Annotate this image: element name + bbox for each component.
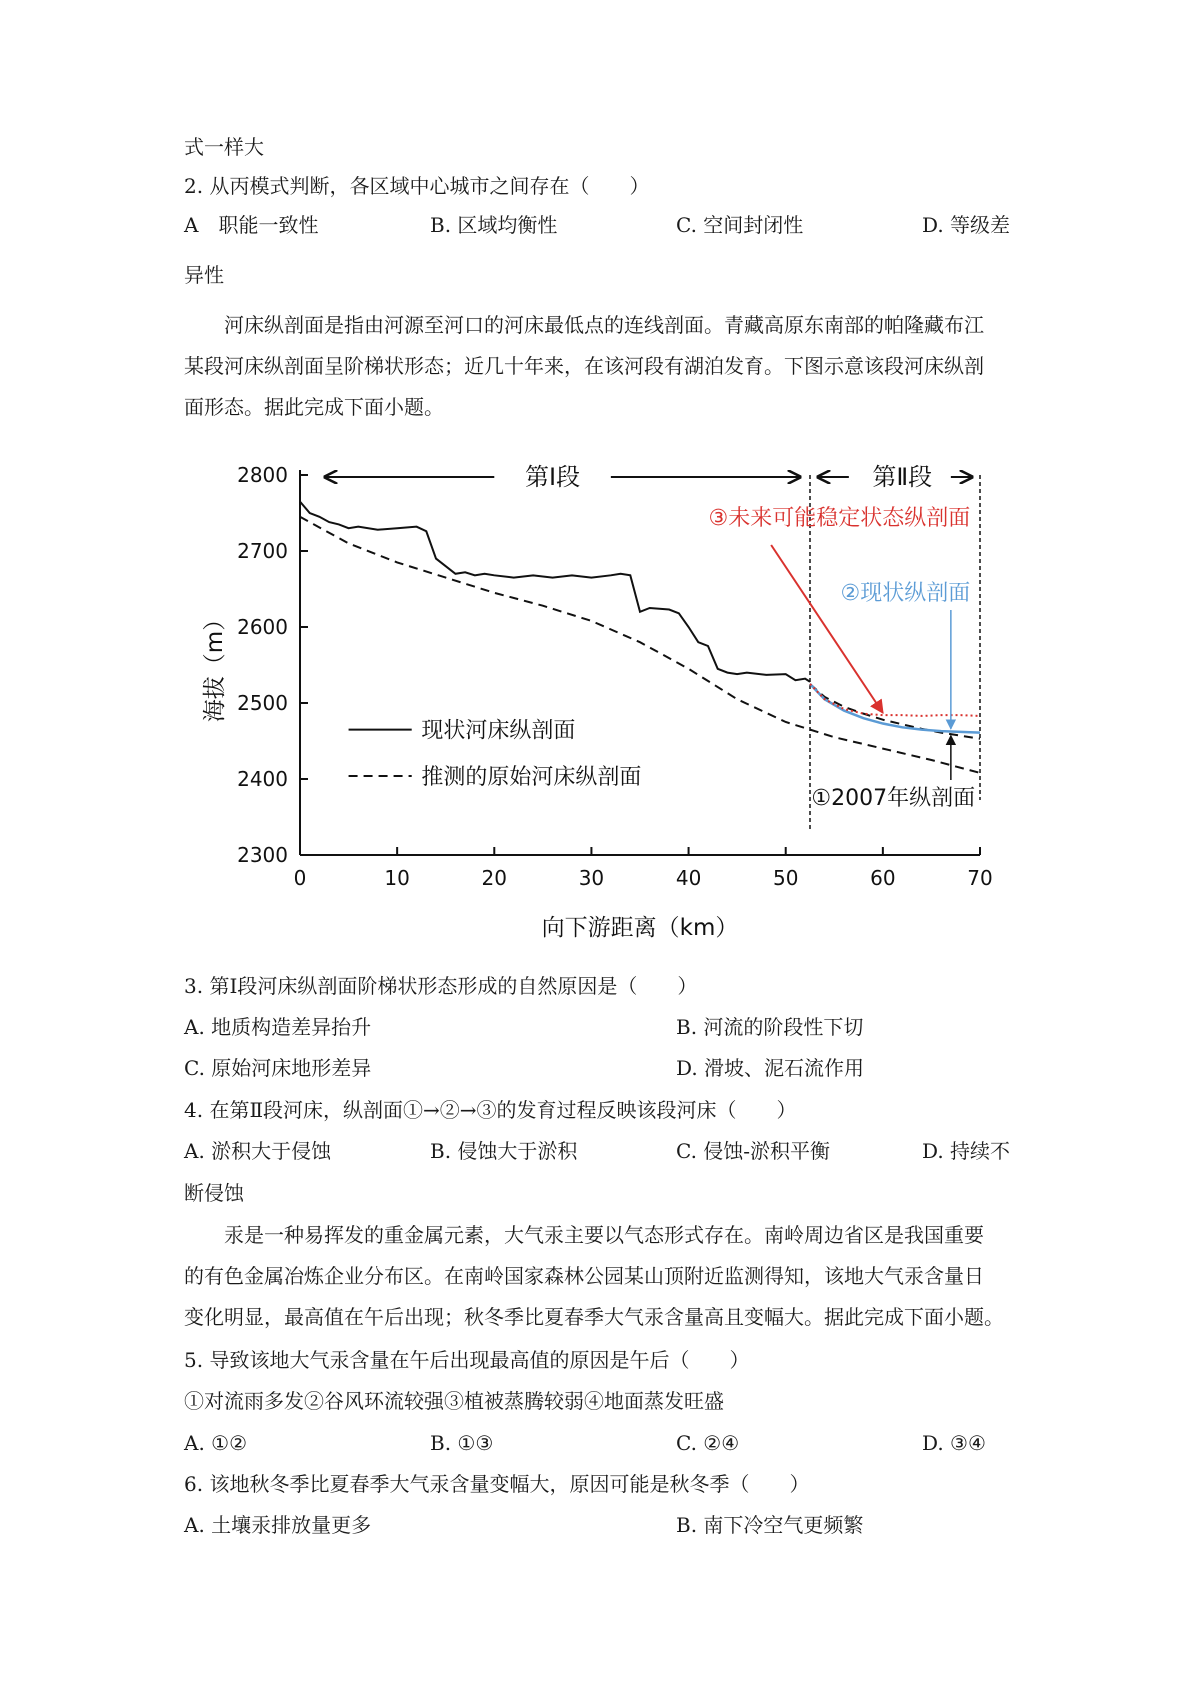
annotation-future-arrow [771,545,883,713]
y-tick-label: 2800 [237,463,288,487]
x-tick-label: 50 [772,866,799,890]
river-passage-line: 某段河床纵剖面呈阶梯状形态；近几十年来，在该河段有湖泊发育。下图示意该段河床纵剖 [184,354,984,378]
x-tick-label: 40 [675,866,702,890]
mercury-passage [184,1215,1026,1338]
q5-option-a: A. ①② [184,1431,248,1455]
q2-option-d: D. 等级差 [922,213,1011,237]
y-tick-label: 2300 [237,843,288,867]
q6-option-b: B. 南下冷空气更频繁 [676,1513,864,1537]
x-tick-label: 0 [293,866,307,890]
river-profile-chart [190,455,1010,955]
line-carryover: 式一样大 [184,135,264,159]
annotation-current-profile: ②现状纵剖面 [840,581,971,606]
annotation-future-profile: ③未来可能稳定状态纵剖面 [708,506,971,531]
river-passage-line: 河床纵剖面是指由河源至河口的河床最低点的连线剖面。青藏高原东南部的帕隆藏布江 [224,313,984,337]
x-tick-label: 10 [384,866,410,890]
y-tick-label: 2700 [237,539,288,563]
x-tick-label: 60 [870,866,896,890]
section-1-label: 第Ⅰ段 [525,463,581,491]
q4-option-d: D. 持续不 [922,1139,1011,1163]
x-axis-title: 向下游距离（km） [541,915,739,941]
x-tick-label: 20 [481,866,508,890]
q4-option-c: C. 侵蚀-淤积平衡 [676,1139,831,1163]
q2-option-d-wrap: 异性 [184,263,224,287]
series-line-5 [810,684,980,716]
mercury-passage-line: 的有色金属冶炼企业分布区。在南岭国家森林公园某山顶附近监测得知，该地大气汞含量日 [184,1264,984,1288]
q2-option-b: B. 区域均衡性 [430,213,558,237]
question-6: 6. 该地秋冬季比夏春季大气汞含量变幅大，原因可能是秋冬季（ ） [184,1472,810,1496]
q4-option-a: A. 淤积大于侵蚀 [184,1139,332,1163]
q5-option-c: C. ②④ [676,1431,740,1455]
q3-option-d: D. 滑坡、泥石流作用 [676,1056,865,1080]
q5-option-b: B. ①③ [430,1431,494,1455]
mercury-passage-line: 汞是一种易挥发的重金属元素，大气汞主要以气态形式存在。南岭周边省区是我国重要 [224,1223,984,1247]
river-passage [184,305,1026,428]
y-tick-label: 2400 [237,767,288,791]
q3-option-a: A. 地质构造差异抬升 [184,1015,372,1039]
q2-option-c: C. 空间封闭性 [676,213,804,237]
legend-solid-label: 现状河床纵剖面 [421,718,576,744]
q2-option-a: A 职能一致性 [184,213,319,237]
section-2-label: 第Ⅱ段 [872,463,933,491]
legend-dashed-label: 推测的原始河床纵剖面 [421,764,642,790]
mercury-passage-line: 变化明显，最高值在午后出现；秋冬季比夏春季大气汞含量高且变幅大。据此完成下面小题。 [184,1305,1004,1329]
x-tick-label: 70 [967,866,993,890]
y-tick-label: 2500 [237,691,288,715]
q5-statements: ①对流雨多发②谷风环流较强③植被蒸腾较弱④地面蒸发旺盛 [184,1389,724,1413]
question-5: 5. 导致该地大气汞含量在午后出现最高值的原因是午后（ ） [184,1348,750,1372]
q4-option-d-wrap: 断侵蚀 [184,1181,244,1205]
question-4: 4. 在第Ⅱ段河床，纵剖面①→②→③的发育过程反映该段河床（ ） [184,1098,797,1122]
question-2: 2. 从丙模式判断，各区域中心城市之间存在（ ） [184,174,650,198]
x-tick-label: 30 [578,866,605,890]
q4-option-b: B. 侵蚀大于淤积 [430,1139,578,1163]
river-passage-line: 面形态。据此完成下面小题。 [184,395,444,419]
q5-option-d: D. ③④ [922,1431,986,1455]
annotation-2007-profile: ①2007年纵剖面 [811,786,976,811]
q3-option-b: B. 河流的阶段性下切 [676,1015,864,1039]
question-3: 3. 第Ⅰ段河床纵剖面阶梯状形态形成的自然原因是（ ） [184,974,698,998]
series-line-2 [300,517,980,773]
y-tick-label: 2600 [237,615,288,639]
y-axis-title: 海拔（m） [202,607,228,723]
q6-option-a: A. 土壤汞排放量更多 [184,1513,372,1537]
series-line-4 [810,684,980,733]
q3-option-c: C. 原始河床地形差异 [184,1056,372,1080]
